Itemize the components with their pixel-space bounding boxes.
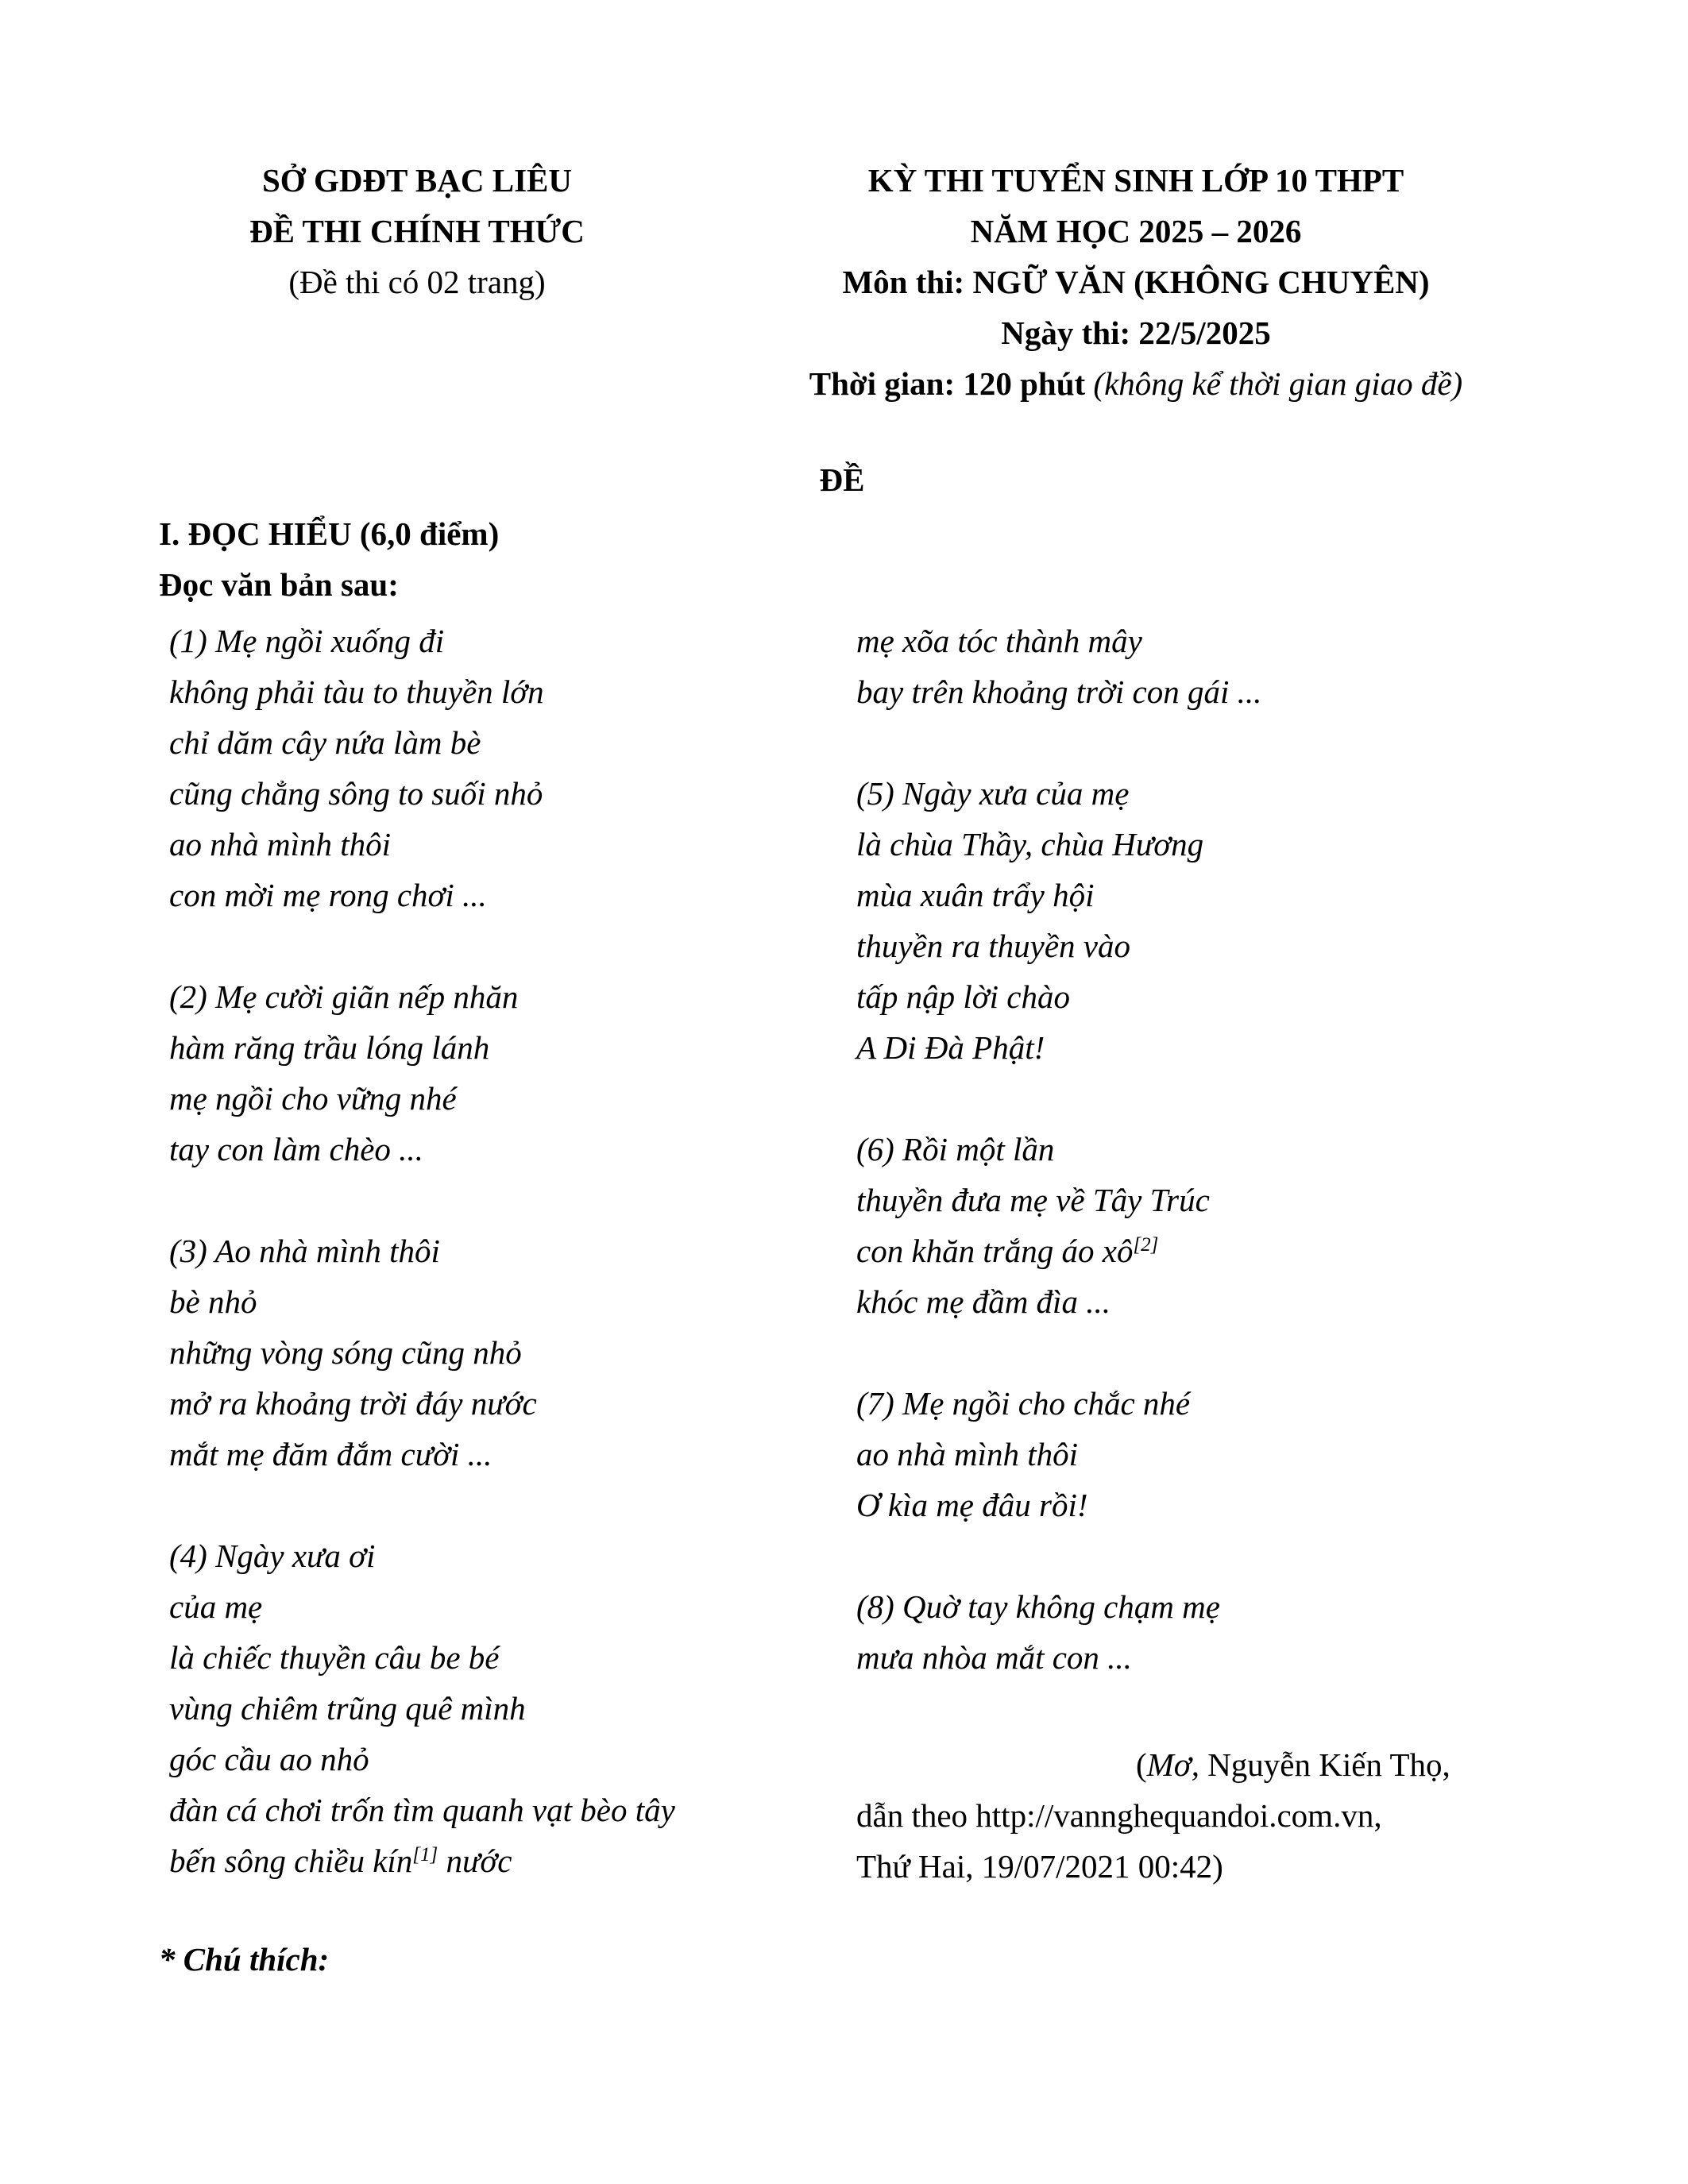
poem-line: (3) Ao nhà mình thôi	[169, 1233, 440, 1269]
poem-line: thuyền ra thuyền vào	[856, 928, 1130, 964]
header-left	[199, 155, 635, 307]
department-name: SỞ GDĐT BẠC LIÊU	[262, 162, 572, 199]
poem-line: bè nhỏ	[169, 1283, 257, 1320]
exam-date: Ngày thi: 22/5/2025	[1001, 314, 1271, 351]
stanza-8	[856, 1581, 1261, 1683]
poem-line: cũng chẳng sông to suối nhỏ	[169, 775, 543, 812]
reading-instruction: Đọc văn bản sau:	[159, 566, 399, 603]
poem-line: mưa nhòa mắt con ...	[856, 1639, 1132, 1676]
stanza-7	[856, 1378, 1261, 1530]
footnote-ref-1: [1]	[412, 1844, 438, 1866]
poem-line: (5) Ngày xưa của mẹ	[856, 775, 1130, 812]
poem-line: (7) Mẹ ngồi cho chắc nhé	[856, 1385, 1191, 1422]
source-citation-line3: Thứ Hai, 19/07/2021 00:42)	[856, 1848, 1223, 1885]
poem-line: bay trên khoảng trời con gái ...	[856, 673, 1262, 710]
poem-line: ao nhà mình thôi	[169, 826, 392, 862]
poem-line: đàn cá chơi trốn tìm quanh vạt bèo tây	[169, 1792, 675, 1828]
poem-line: khóc mẹ đầm đìa ...	[856, 1283, 1111, 1320]
poem-line: (2) Mẹ cười giãn nếp nhăn	[169, 978, 519, 1015]
poem-line	[856, 1225, 1261, 1276]
poem-line: vùng chiêm trũng quê mình	[169, 1690, 526, 1727]
poem-line: (6) Rồi một lần	[856, 1131, 1055, 1167]
stanza-6	[856, 1124, 1261, 1327]
poem-line: mẹ xõa tóc thành mây	[856, 623, 1142, 659]
footnote-ref-2: [2]	[1133, 1234, 1159, 1256]
poem-line-text: bến sông chiều kín	[169, 1843, 413, 1879]
poem-line: Ơ kìa mẹ đâu rồi!	[856, 1487, 1088, 1523]
official-exam-label: ĐỀ THI CHÍNH THỨC	[249, 213, 585, 249]
stanza-4	[169, 1530, 675, 1886]
exam-duration	[699, 358, 1573, 409]
exam-name: KỲ THI TUYỂN SINH LỚP 10 THPT	[867, 162, 1404, 199]
poem-line: những vòng sóng cũng nhỏ	[169, 1334, 522, 1371]
poem-line: con mời mẹ rong chơi ...	[169, 877, 487, 913]
poem-author: Nguyễn Kiến Thọ,	[1199, 1746, 1450, 1783]
poem-title: Mơ,	[1146, 1746, 1199, 1783]
source-citation-line2: dẫn theo http://vannghequandoi.com.vn,	[856, 1797, 1382, 1834]
poem-line: mở ra khoảng trời đáy nước	[169, 1385, 537, 1422]
poem-line: tay con làm chèo ...	[169, 1131, 423, 1167]
poem-line: không phải tàu to thuyền lớn	[169, 673, 544, 710]
poem-column-left	[169, 615, 675, 1886]
poem-line: (1) Mẹ ngồi xuống đi	[169, 623, 445, 659]
poem-line: mẹ ngồi cho vững nhé	[169, 1080, 457, 1117]
exam-title: ĐỀ	[819, 461, 865, 498]
poem-line: hàm răng trầu lóng lánh	[169, 1029, 490, 1066]
poem-line: chỉ dăm cây nứa làm bè	[169, 724, 481, 761]
poem-line-text: con khăn trắng áo xô	[856, 1233, 1134, 1269]
poem-line: tấp nập lời chào	[856, 978, 1071, 1015]
duration-note: (không kể thời gian giao đề)	[1093, 365, 1463, 402]
poem-line: A Di Đà Phật!	[856, 1029, 1045, 1066]
poem-line: góc cầu ao nhỏ	[169, 1741, 369, 1777]
school-year: NĂM HỌC 2025 – 2026	[970, 213, 1302, 249]
duration-label: Thời gian: 120 phút	[809, 365, 1086, 402]
poem-column-right	[856, 615, 1261, 1683]
page-count-note: (Đề thi có 02 trang)	[288, 264, 546, 300]
poem-line: (4) Ngày xưa ơi	[169, 1538, 376, 1574]
stanza-1	[169, 615, 675, 920]
poem-line: mắt mẹ đăm đắm cười ...	[169, 1436, 492, 1472]
exam-subject: Môn thi: NGỮ VĂN (KHÔNG CHUYÊN)	[842, 264, 1430, 300]
poem-line: là chiếc thuyền câu be bé	[169, 1639, 500, 1676]
notes-title: * Chú thích:	[159, 1941, 330, 1978]
poem-line: của mẹ	[169, 1588, 263, 1625]
source-open-paren: (	[1136, 1746, 1147, 1783]
stanza-4-continued	[856, 615, 1261, 717]
poem-line: mùa xuân trẩy hội	[856, 877, 1095, 913]
source-citation-line1	[1136, 1739, 1450, 1790]
section-title: I. ĐỌC HIỂU (6,0 điểm)	[159, 515, 500, 552]
poem-line: ao nhà mình thôi	[856, 1436, 1079, 1472]
stanza-2	[169, 971, 675, 1175]
poem-line-text: nước	[438, 1843, 512, 1879]
stanza-3	[169, 1225, 675, 1480]
poem-line: thuyền đưa mẹ về Tây Trúc	[856, 1182, 1210, 1218]
poem-line: là chùa Thầy, chùa Hương	[856, 826, 1204, 862]
poem-line: (8) Quờ tay không chạm mẹ	[856, 1588, 1220, 1625]
poem-line	[169, 1835, 675, 1886]
stanza-5	[856, 768, 1261, 1073]
header-right	[699, 155, 1573, 409]
